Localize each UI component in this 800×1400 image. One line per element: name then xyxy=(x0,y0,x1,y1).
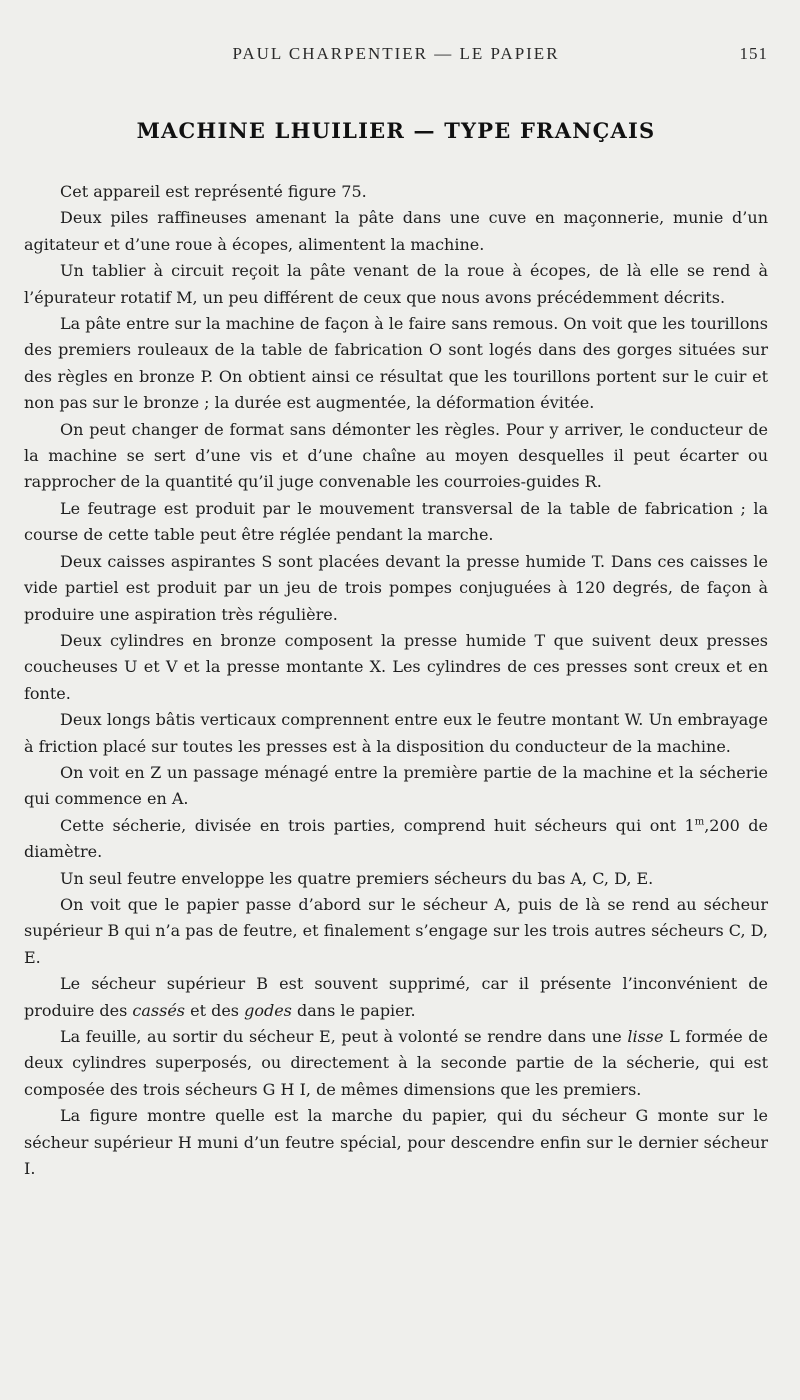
paragraph-7: Deux caisses aspirantes S sont placées devant la presse humide T. Dans ces caisses le vide partiel est produit par un jeu de trois pompes conjuguées à 120 degrés, de façon à produire une aspiration très régulière. xyxy=(24,551,768,624)
italic-term-godes: godes xyxy=(244,1000,292,1020)
running-header xyxy=(24,44,768,76)
body-text xyxy=(24,179,768,1182)
paragraph-12: Un seul feutre enveloppe les quatre premiers sécheurs du bas A, C, D, E. xyxy=(60,868,654,888)
paragraph-11-text-start: Cette sécherie, divisée en trois parties, comprend huit sécheurs qui ont 1 xyxy=(60,815,695,835)
paragraph-8: Deux cylindres en bronze composent la presse humide T que suivent deux presses coucheuses U et V et la presse montante X. Les cylindres de ces presses sont creux et en fonte. xyxy=(24,630,768,703)
paragraph-5: On peut changer de format sans démonter les règles. Pour y arriver, le conducteur de la machine se sert d’une vis et d’une chaîne au moyen desquelles il peut écarter ou rapprocher de la quantité qu’il juge convenable les courroies-guides R. xyxy=(24,419,768,492)
italic-term-lisse: lisse xyxy=(627,1027,664,1046)
page-number: 151 xyxy=(739,44,768,63)
paragraph-10: On voit en Z un passage ménagé entre la première partie de la machine et la sécherie qui commence en A. xyxy=(24,762,768,809)
italic-term-casses: cassés xyxy=(132,1000,186,1020)
meter-superscript: m xyxy=(694,816,705,828)
paragraph-15 xyxy=(24,1024,768,1103)
paragraph-16: La figure montre quelle est la marche du papier, qui du sécheur G monte sur le sécheur supérieur H muni d’un feutre spécial, pour descendre enfin sur le dernier sécheur I. xyxy=(24,1106,768,1179)
paragraph-11-text-end: ,200 de diamètre. xyxy=(24,815,769,862)
paragraph-3: Un tablier à circuit reçoit la pâte venant de la roue à écopes, de là elle se rend à l’épurateur rotatif M, un peu différent de ceux que nous avons précédemment décrits. xyxy=(24,261,768,307)
paragraph-15-text-start: La feuille, au sortir du sécheur E, peut à volonté se rendre dans une xyxy=(60,1027,628,1046)
running-title: PAUL CHARPENTIER — LE PAPIER xyxy=(232,44,560,63)
paragraph-6: Le feutrage est produit par le mouvement transversal de la table de fabrication ; la course de cette table peut être réglée pendant la marche. xyxy=(24,498,768,545)
paragraph-1: Cet appareil est représenté figure 75. xyxy=(60,182,367,201)
paragraph-13: On voit que le papier passe d’abord sur le sécheur A, puis de là se rend au sécheur supérieur B qui n’a pas de feutre, et finalement s’engage sur les trois autres sécheurs C, D, E. xyxy=(24,894,768,967)
paragraph-15-text-end: L formée de deux cylindres superposés, ou directement à la seconde partie de la sécherie, qui est composée des trois sécheurs G H I, de mêmes dimensions que les premiers. xyxy=(24,1027,769,1099)
paragraph-14-text-middle: et des xyxy=(185,1000,245,1020)
paragraph-9: Deux longs bâtis verticaux comprennent entre eux le feutre montant W. Un embrayage à friction placé sur toutes les presses est à la disposition du conducteur de la machine. xyxy=(24,710,768,756)
paragraph-14-text-end: dans le papier. xyxy=(291,1000,416,1020)
paragraph-2: Deux piles raffineuses amenant la pâte dans une cuve en maçonnerie, munie d’un agitateur et d’une roue à écopes, alimentent la machine. xyxy=(24,208,768,254)
paragraph-14 xyxy=(24,971,768,1024)
paragraph-11 xyxy=(24,813,768,866)
paragraph-4: La pâte entre sur la machine de façon à le faire sans remous. On voit que les tourillons des premiers rouleaux de la table de fabrication O sont logés dans des gorges situées sur des règles en bronze P. On obtient ainsi ce résultat que les tourillons portent sur le cuir et non pas sur le bronze ; la durée est augmentée, la déformation évitée. xyxy=(24,314,768,413)
section-title: MACHINE LHUILIER — TYPE FRANÇAIS xyxy=(136,118,656,143)
paragraph-14-text-start: Le sécheur supérieur B est souvent supprimé, car il présente l’inconvénient de produire des xyxy=(24,974,768,1020)
